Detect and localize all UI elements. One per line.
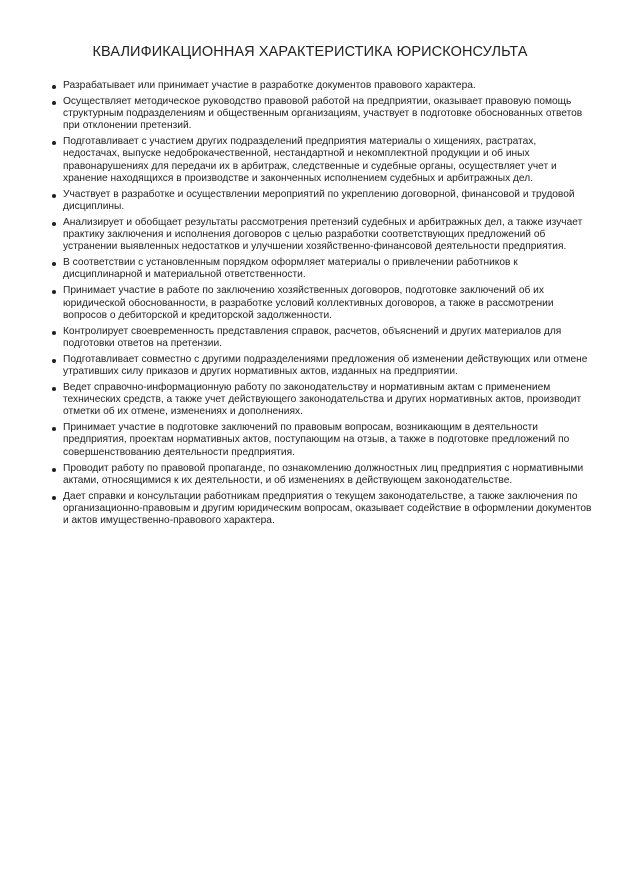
duty-list — [52, 80, 592, 531]
list-item-text: Принимает участие в работе по заключению хозяйственных договоров, подготовке заключений об их юридической обоснованности, в разработке условий коллективных договоров, а также в рассмотрении вопросов о дебиторской и кредиторской задолженности. — [63, 285, 554, 321]
list-item — [52, 491, 592, 527]
list-item-text: Контролирует своевременность представления справок, расчетов, объяснений и других материалов для подготовки ответов на претензии. — [63, 325, 562, 349]
bullet-icon — [52, 101, 56, 105]
list-item — [52, 257, 592, 281]
bullet-icon — [52, 85, 56, 89]
list-item — [52, 422, 592, 458]
list-item-text: Подготавливает с участием других подразделений предприятия материалы о хищениях, растратах, недостачах, выпуске недоброкачественной, нестандартной и некомплектной продукции и об иных правонарушениях для передачи их в арбитраж, следственные и судебные органы, осуществляет учет и хранение находящихся в производстве и законченных исполнением судебных и арбитражных дел. — [63, 136, 557, 184]
list-item — [52, 80, 592, 92]
bullet-icon — [52, 222, 56, 226]
bullet-icon — [52, 468, 56, 472]
list-item — [52, 96, 592, 132]
list-item-text: Подготавливает совместно с другими подразделениями предложения об изменении действующих или отмене утративших силу приказов и других нормативных актов, изданных на предприятии. — [63, 353, 588, 377]
list-item — [52, 326, 592, 350]
bullet-icon — [52, 141, 56, 145]
bullet-icon — [52, 331, 56, 335]
bullet-icon — [52, 262, 56, 266]
list-item — [52, 285, 592, 321]
list-item-text: Принимает участие в подготовке заключений по правовым вопросам, возникающим в деятельности предприятия, проектам нормативных актов, поступающим на отзыв, а также в подготовке предложений по совершенствованию деятельности предприятия. — [63, 422, 570, 458]
list-item — [52, 463, 592, 487]
bullet-icon — [52, 194, 56, 198]
list-item-text: Дает справки и консультации работникам предприятия о текущем законодательстве, а также заключения по организационно-правовым и другим юридическим вопросам, оказывает содействие в оформлении документов и актов имущественно-правового характера. — [63, 490, 592, 526]
list-item — [52, 354, 592, 378]
list-item-text: Участвует в разработке и осуществлении мероприятий по укреплению договорной, финансовой и трудовой дисциплины. — [63, 188, 575, 212]
list-item — [52, 189, 592, 213]
list-item — [52, 217, 592, 253]
list-item-text: Ведет справочно-информационную работу по законодательству и нормативным актам с применением технических средств, а также учет действующего законодательства и других нормативных актов, производит отметки об их отмене, изменениях и дополнениях. — [63, 382, 582, 418]
list-item — [52, 382, 592, 418]
list-item-text: Осуществляет методическое руководство правовой работой на предприятии, оказывает правовую помощь структурным подразделениям и общественным организациям, участвует в подготовке обоснованных ответов при отклонении претензий. — [63, 96, 583, 132]
bullet-icon — [52, 427, 56, 431]
list-item-text: Проводит работу по правовой пропаганде, по ознакомлению должностных лиц предприятия с нормативными актами, относящимися к их деятельности, и об изменениях в действующем законодательстве. — [63, 462, 584, 486]
list-item-text: Разрабатывает или принимает участие в разработке документов правового характера. — [63, 80, 476, 91]
document-title: КВАЛИФИКАЦИОННАЯ ХАРАКТЕРИСТИКА ЮРИСКОНСУЛЬТА — [92, 44, 528, 60]
list-item-text: В соответствии с установленным порядком оформляет материалы о привлечении работников к дисциплинарной и материальной ответственности. — [63, 257, 518, 281]
bullet-icon — [52, 290, 56, 294]
list-item — [52, 136, 592, 184]
bullet-icon — [52, 387, 56, 391]
list-item-text: Анализирует и обобщает результаты рассмотрения претензий судебных и арбитражных дел, а также изучает практику заключения и исполнения договоров с целью разработки соответствующих предложений об устранении выявленных недостатков и улучшении хозяйственно-финансовой деятельности предприятия. — [63, 216, 583, 253]
bullet-icon — [52, 359, 56, 363]
bullet-icon — [52, 496, 56, 500]
